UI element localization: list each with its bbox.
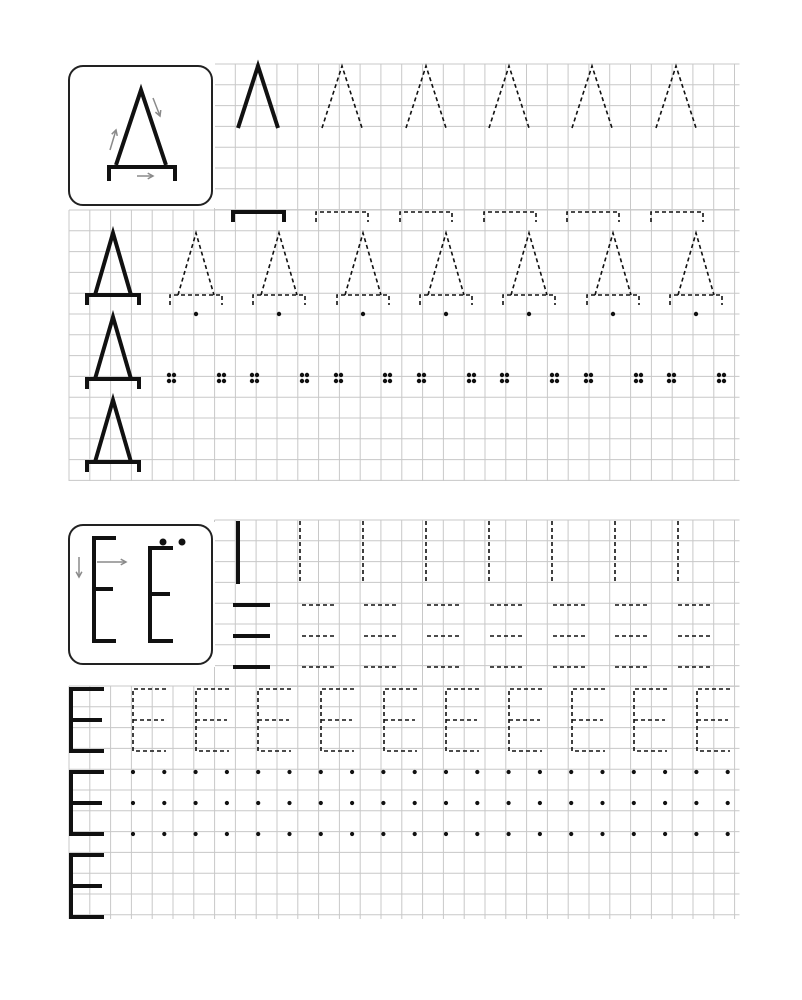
letter-ie-label: Е	[120, 600, 121, 601]
guide-dot	[350, 770, 354, 774]
example-letter-ie	[71, 855, 104, 917]
guide-dot	[287, 770, 291, 774]
trace-base	[567, 212, 619, 222]
guide-dots	[131, 312, 730, 836]
guide-dot	[256, 832, 260, 836]
guide-dot	[319, 832, 323, 836]
grid-e-bottom	[69, 686, 740, 919]
guide-dot	[225, 770, 229, 774]
guide-dot	[507, 832, 511, 836]
guide-dot	[600, 770, 604, 774]
trace-letter-a	[253, 233, 305, 305]
guide-dot	[694, 801, 698, 805]
guide-dot	[600, 832, 604, 836]
guide-dot	[444, 312, 448, 316]
example-letter-ie	[71, 772, 104, 834]
guide-dot	[507, 770, 511, 774]
guide-dot	[663, 801, 667, 805]
letter-yo-label: Ё	[175, 600, 176, 601]
grid-a-bottom-lines	[69, 210, 740, 481]
trace-peak	[322, 66, 362, 128]
guide-dot	[694, 770, 698, 774]
guide-dot	[225, 832, 229, 836]
trace-letter-a	[587, 233, 639, 305]
guide-dot	[194, 770, 198, 774]
example-stroke-base	[233, 212, 284, 222]
guide-dot	[444, 770, 448, 774]
guide-dot	[632, 832, 636, 836]
guide-dot	[225, 801, 229, 805]
trace-letter-ie	[133, 689, 166, 751]
guide-dot	[611, 312, 615, 316]
guide-dot	[350, 801, 354, 805]
guide-dot	[381, 832, 385, 836]
trace-letter-ie	[321, 689, 354, 751]
guide-dot	[319, 770, 323, 774]
letter-a-label: А	[140, 130, 141, 131]
reference-panel-e	[69, 525, 212, 664]
trace-letter-ie	[509, 689, 542, 751]
guide-dot	[256, 770, 260, 774]
guide-dot	[361, 312, 365, 316]
trace-letter-ie	[196, 689, 229, 751]
guide-dot	[600, 801, 604, 805]
guide-dot	[162, 770, 166, 774]
guide-dot	[277, 312, 281, 316]
guide-dot	[287, 801, 291, 805]
guide-dot	[663, 832, 667, 836]
guide-dot	[726, 801, 730, 805]
guide-dot	[131, 770, 135, 774]
guide-dot	[444, 832, 448, 836]
example-stroke-peak	[238, 66, 278, 128]
trace-letter-ie	[634, 689, 667, 751]
grid-a-top-lines	[215, 64, 740, 210]
guide-dot	[694, 312, 698, 316]
guide-dot	[569, 801, 573, 805]
guide-dot	[381, 801, 385, 805]
guide-dot	[287, 832, 291, 836]
guide-dot	[475, 770, 479, 774]
guide-dot	[350, 832, 354, 836]
guide-dot	[256, 801, 260, 805]
guide-dot	[194, 832, 198, 836]
guide-dot	[475, 832, 479, 836]
guide-dot	[413, 832, 417, 836]
guide-dot	[726, 770, 730, 774]
guide-dot	[527, 312, 531, 316]
guide-dot	[632, 770, 636, 774]
guide-dot	[507, 801, 511, 805]
grid-a-bottom	[69, 210, 740, 481]
guide-dot	[194, 312, 198, 316]
trace-peak	[572, 66, 612, 128]
trace-letter-ie	[446, 689, 479, 751]
guide-dot	[694, 832, 698, 836]
trace-peak	[489, 66, 529, 128]
trace-peak	[406, 66, 446, 128]
guide-dot	[413, 770, 417, 774]
trace-letter-ie	[258, 689, 291, 751]
yo-dot	[160, 539, 167, 546]
grid-e-top-lines	[215, 520, 740, 686]
guide-dot	[162, 832, 166, 836]
trace-peak	[656, 66, 696, 128]
guide-dot	[538, 801, 542, 805]
guide-dot	[131, 832, 135, 836]
trace-base	[484, 212, 536, 222]
trace-letter-ie	[384, 689, 417, 751]
guide-dot	[569, 832, 573, 836]
guide-dot	[131, 801, 135, 805]
guide-dot	[663, 770, 667, 774]
reference-panels	[66, 63, 215, 667]
guide-dot	[319, 801, 323, 805]
guide-dot	[194, 801, 198, 805]
grid-e-bottom-lines	[69, 686, 740, 919]
guide-dot	[538, 832, 542, 836]
guide-dot	[726, 832, 730, 836]
grid-e-top	[215, 520, 740, 686]
guide-dot	[475, 801, 479, 805]
guide-dot	[569, 770, 573, 774]
tracing-strokes	[133, 66, 730, 751]
trace-base	[651, 212, 703, 222]
grid-a-top	[215, 64, 740, 210]
guide-dot	[381, 770, 385, 774]
guide-dot	[444, 801, 448, 805]
guide-dot	[632, 801, 636, 805]
yo-dot	[179, 539, 186, 546]
guide-dot	[413, 801, 417, 805]
guide-dot	[162, 801, 166, 805]
trace-base	[400, 212, 452, 222]
guide-dot	[538, 770, 542, 774]
example-letter-ie	[71, 689, 104, 751]
